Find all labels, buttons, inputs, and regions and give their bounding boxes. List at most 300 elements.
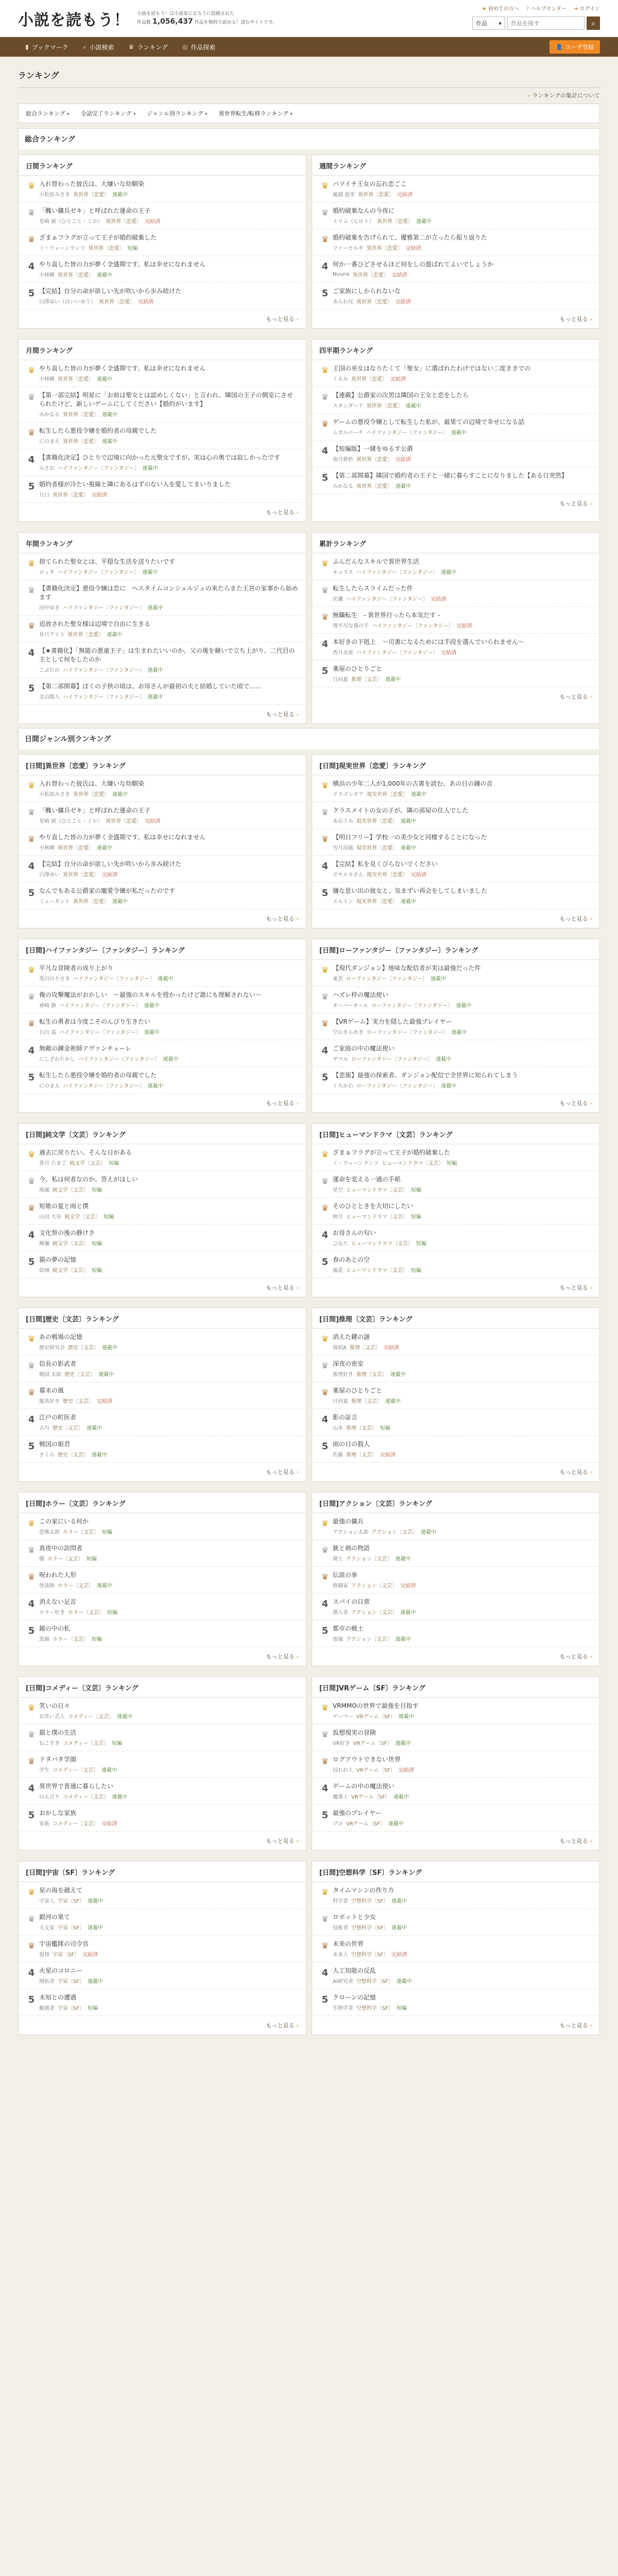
author-link[interactable]: ねこすき — [39, 1741, 60, 1747]
novel-title-link[interactable]: 【書籍化決定】悪役令嬢は恋に ヘスタイムコンシェルジュの来たらまた王宮の家事から始めます — [39, 585, 298, 601]
novel-title-link[interactable]: 【短編版】一緒をゆるす公爵 — [333, 445, 414, 452]
novel-title-link[interactable]: 火星のコロニー — [39, 1967, 83, 1974]
author-link[interactable]: のんびり — [39, 1794, 60, 1800]
genre-link[interactable]: 純文学〔文芸〕 — [70, 1161, 106, 1166]
author-link[interactable]: 北山陽人 — [39, 694, 60, 700]
novel-title-link[interactable]: 運命を変える一通の手紙 — [333, 1176, 401, 1183]
novel-title-link[interactable]: あの戦場の記憶 — [39, 1333, 83, 1341]
author-link[interactable]: 理不尽な孫の手 — [333, 623, 369, 629]
author-link[interactable]: ムガルパーチ — [333, 430, 364, 436]
author-link[interactable]: 夜月夢紗 — [333, 457, 353, 463]
novel-title-link[interactable]: 【第二部開幕】隣国で婚約者の王子と一緒に暮らすことになりました【ある日突然】 — [333, 472, 568, 479]
novel-title-link[interactable]: 今、私は何者なのか。答えがほしい — [39, 1176, 139, 1183]
novel-title-link[interactable]: 入れ替わった彼氏は、大嫌いな幼馴染 — [39, 180, 144, 188]
author-link[interactable]: 日向夏 — [333, 1399, 348, 1404]
author-link[interactable]: 小林柳 — [39, 845, 55, 851]
genre-link[interactable]: 異世界〔恋愛〕 — [73, 192, 109, 198]
author-link[interactable]: 海風 — [39, 1188, 49, 1193]
novel-title-link[interactable]: ドタバタ学園 — [39, 1756, 76, 1763]
genre-link[interactable]: 空想科学〔SF〕 — [351, 1925, 389, 1931]
genre-link[interactable]: 異世界〔恋愛〕 — [366, 403, 403, 409]
author-link[interactable]: 宇宙人 — [39, 1899, 55, 1904]
author-link[interactable]: プロ — [333, 1821, 343, 1827]
genre-link[interactable]: 宇宙〔SF〕 — [53, 1952, 80, 1958]
novel-title-link[interactable]: スパイの日常 — [333, 1598, 370, 1605]
author-link[interactable]: 黒川のりさき — [39, 976, 70, 982]
genre-link[interactable]: 異世界〔恋愛〕 — [63, 439, 99, 445]
novel-title-link[interactable]: 「醜い傭兵ゼキ」と呼ばれた運命の王子 — [39, 807, 151, 814]
author-link[interactable]: みさお — [39, 466, 55, 471]
link-beginners[interactable] — [482, 4, 519, 12]
genre-link[interactable]: 異世界〔恋愛〕 — [106, 819, 142, 824]
author-link[interactable]: ミ・ウェーンランツ — [333, 1161, 379, 1166]
author-link[interactable]: くるみ — [333, 377, 348, 382]
novel-title-link[interactable]: 未知との遭遇 — [39, 1994, 77, 2001]
genre-link[interactable]: ハイファンタジー〔ファンタジー〕 — [73, 976, 155, 982]
novel-title-link[interactable]: 横浜の少年二人が1,000年の古書を読む、あの日の鐘の音 — [333, 780, 493, 787]
genre-link[interactable]: 純文学〔文芸〕 — [53, 1241, 89, 1247]
genre-link[interactable]: アクション〔文芸〕 — [346, 1556, 392, 1562]
author-link[interactable]: 東雲 — [333, 976, 343, 982]
author-link[interactable]: 小松原みさき — [39, 792, 70, 798]
genre-link[interactable]: ハイファンタジー〔ファンタジー〕 — [59, 1003, 141, 1009]
genre-link[interactable]: コメディー〔文芸〕 — [53, 1768, 99, 1773]
author-link[interactable]: 未来人 — [333, 1952, 348, 1958]
novel-title-link[interactable]: 薬屋のひとりごと — [333, 1387, 383, 1394]
novel-title-link[interactable]: ハズレ枠の魔法使い — [333, 991, 389, 998]
novel-title-link[interactable]: やり直した皆の力が夢く全盛期です。私は幸せになれません — [39, 365, 206, 372]
author-link[interactable]: 開拓者 — [39, 1979, 55, 1985]
novel-title-link[interactable]: 星の海を越えて — [39, 1887, 83, 1894]
novel-title-link[interactable]: 伝説の拳 — [333, 1571, 358, 1579]
see-more-link[interactable] — [19, 503, 306, 516]
genre-link[interactable]: VRゲーム〔SF〕 — [356, 1768, 396, 1773]
author-link[interactable]: 探偵A — [333, 1345, 347, 1351]
author-link[interactable]: ドラゴンギア — [333, 792, 364, 798]
novel-title-link[interactable]: 【VRゲーム】実力を隠した最強プレイヤー — [333, 1018, 452, 1025]
see-more-link[interactable] — [312, 687, 599, 701]
genre-link[interactable]: 異世界〔恋愛〕 — [58, 845, 94, 851]
author-link[interactable]: ファーセルギ — [333, 246, 364, 251]
genre-link[interactable]: 空想科学〔SF〕 — [356, 1979, 393, 1985]
author-link[interactable]: ゲーマー — [333, 1714, 353, 1720]
see-more-link[interactable] — [19, 2016, 306, 2029]
novel-title-link[interactable]: 【現代ダンジョン】地味な配信者が実は最強だった件 — [333, 964, 481, 972]
novel-title-link[interactable]: 無敵の錬金術師アヴァンチューレ — [39, 1045, 132, 1052]
author-link[interactable]: 山田 大谷 — [39, 1214, 62, 1220]
genre-link[interactable]: 推理〔文芸〕 — [351, 1399, 382, 1404]
author-link[interactable]: 格闘家 — [333, 1583, 348, 1589]
author-link[interactable]: にのまえ — [39, 1083, 60, 1089]
novel-title-link[interactable]: 深夜の密室 — [333, 1360, 364, 1367]
author-link[interactable]: 伏瀬 — [333, 597, 343, 602]
novel-title-link[interactable]: 江戸の町医者 — [39, 1414, 77, 1421]
novel-title-link[interactable]: ざまぁフラグが立って王子が婚約破棄した — [333, 1149, 451, 1156]
genre-link[interactable]: 現実世界〔恋愛〕 — [356, 845, 398, 851]
novel-title-link[interactable]: 仮想現実の冒険 — [333, 1729, 376, 1736]
genre-link[interactable]: ハイファンタジー〔ファンタジー〕 — [63, 694, 145, 700]
novel-title-link[interactable]: バツイチ王女の忘れ恋ごこ — [333, 180, 407, 188]
author-link[interactable]: 生物学者 — [333, 2006, 353, 2011]
genre-link[interactable]: 推理〔文芸〕 — [346, 1452, 377, 1458]
novel-title-link[interactable]: ロボットと少女 — [333, 1913, 376, 1921]
novel-title-link[interactable]: 異世界で普通に暮らしたい — [39, 1783, 114, 1790]
novel-title-link[interactable]: 雨の日の殺人 — [333, 1440, 370, 1448]
novel-title-link[interactable]: 【連載】公爵家の次男は隣国の王女と恋をしたら — [333, 392, 469, 399]
novel-title-link[interactable]: クラスメイトの女の子が、隣の部屋の住人でした — [333, 807, 469, 814]
novel-title-link[interactable]: やり直した皆の力が夢く全盛期です。私は幸せになれません — [39, 261, 206, 268]
author-link[interactable]: 怪談師 — [39, 1583, 55, 1589]
genre-link[interactable]: 純文学〔文芸〕 — [53, 1268, 89, 1274]
nav-bookmark[interactable] — [18, 37, 76, 57]
author-link[interactable]: みかなる — [333, 484, 353, 489]
genre-link[interactable]: 異世界〔恋愛〕 — [358, 192, 394, 198]
genre-link[interactable]: 異世界〔恋愛〕 — [106, 219, 142, 225]
novel-title-link[interactable]: この家にいる何か — [39, 1518, 89, 1525]
author-link[interactable]: みかなる — [39, 412, 60, 418]
genre-link[interactable]: 異世界〔恋愛〕 — [73, 899, 109, 905]
author-link[interactable]: エルトン — [333, 899, 353, 905]
genre-link[interactable]: 異世界〔恋愛〕 — [356, 457, 392, 463]
novel-title-link[interactable]: 転生の勇者は今度こそのんびり生きたい — [39, 1018, 151, 1025]
genre-link[interactable]: 宇宙〔SF〕 — [58, 1925, 85, 1931]
filter-complete[interactable] — [81, 109, 136, 117]
novel-title-link[interactable]: おかしな家族 — [39, 1809, 77, 1817]
genre-link[interactable]: コメディー〔文芸〕 — [63, 1741, 109, 1747]
author-link[interactable]: 囚われ人 — [333, 1768, 353, 1773]
genre-link[interactable]: 異世界〔恋愛〕 — [73, 792, 109, 798]
novel-title-link[interactable]: お母さんの匂い — [333, 1229, 376, 1236]
genre-link[interactable]: 推理〔文芸〕 — [349, 1345, 381, 1351]
novel-title-link[interactable]: 【悲報】最強の探索者、ダンジョン配信で全世界に知られてしまう — [333, 1072, 518, 1079]
genre-link[interactable]: VRゲーム〔SF〕 — [351, 1794, 390, 1800]
novel-title-link[interactable]: 未来の世界 — [333, 1940, 364, 1947]
genre-link[interactable]: ハイファンタジー〔ファンタジー〕 — [58, 466, 140, 471]
genre-link[interactable]: 歴史〔文芸〕 — [53, 1426, 83, 1431]
author-link[interactable]: 科学者 — [333, 1899, 348, 1904]
genre-link[interactable]: ハイファンタジー〔ファンタジー〕 — [63, 605, 145, 611]
genre-link[interactable]: 純文学〔文芸〕 — [53, 1188, 89, 1193]
author-link[interactable]: VR好き — [333, 1741, 350, 1747]
author-link[interactable]: 石川 遥 — [39, 1030, 57, 1036]
nav-explore[interactable] — [175, 37, 223, 57]
author-link[interactable]: 小林柳 — [39, 273, 55, 278]
author-link[interactable]: 空のきらめき — [333, 1030, 364, 1036]
see-more-link[interactable] — [19, 1463, 306, 1476]
author-link[interactable]: 黒猫 — [39, 1637, 49, 1642]
author-link[interactable]: 提督 — [39, 1952, 49, 1958]
novel-title-link[interactable]: VRMMOの世界で最強を目指す — [333, 1702, 419, 1709]
see-more-link[interactable] — [312, 494, 599, 507]
author-link[interactable]: にしざわたかし — [39, 1057, 75, 1062]
novel-title-link[interactable]: 婚約破棄なんの今夜に — [333, 207, 395, 214]
link-login[interactable] — [574, 4, 600, 12]
novel-title-link[interactable]: 銃と剣の物語 — [333, 1545, 370, 1552]
see-more-link[interactable] — [19, 1647, 306, 1660]
genre-link[interactable]: 歴史〔文芸〕 — [64, 1372, 96, 1378]
author-link[interactable]: ひなた — [333, 1241, 348, 1247]
genre-link[interactable]: ハイファンタジー〔ファンタジー〕 — [57, 570, 140, 575]
genre-link[interactable]: 歴史〔文芸〕 — [58, 1452, 89, 1458]
author-link[interactable]: Nuuna — [333, 272, 350, 277]
author-link[interactable]: 星空 — [333, 1188, 343, 1193]
author-link[interactable]: 家族 — [39, 1821, 49, 1827]
genre-link[interactable]: 推理〔文芸〕 — [351, 677, 382, 683]
genre-link[interactable]: 異世界〔恋愛〕 — [351, 377, 387, 382]
novel-title-link[interactable]: ログアウトできない世界 — [333, 1756, 401, 1763]
author-link[interactable]: 魔導士 — [333, 1794, 348, 1800]
novel-title-link[interactable]: 嫌な思い出の彼女と、気まずい再会をしてしまいました — [333, 887, 488, 894]
novel-title-link[interactable]: 俺の攻撃魔法がおかしい ～最強のスキルを授かったけど誰にも理解されない～ — [39, 991, 262, 998]
author-link[interactable]: 雪月涼風 — [333, 845, 353, 851]
author-link[interactable]: キュラス — [333, 570, 353, 575]
author-link[interactable]: 龍馬好き — [39, 1399, 60, 1404]
author-link[interactable]: 白澤ゆい（はいいゆう） — [39, 299, 96, 305]
genre-link[interactable]: コメディー〔文芸〕 — [68, 1714, 114, 1720]
author-link[interactable]: 星崎 綾（ひとこと・ミロ） — [39, 819, 103, 824]
genre-link[interactable]: 歴史〔文芸〕 — [63, 1399, 94, 1404]
search-button[interactable] — [587, 16, 600, 30]
novel-title-link[interactable]: 宇宙艦隊の司令官 — [39, 1940, 89, 1947]
author-link[interactable]: くろかわ — [333, 1083, 353, 1089]
genre-link[interactable]: ホラー〔文芸〕 — [53, 1637, 89, 1642]
genre-link[interactable]: ハイファンタジー〔ファンタジー〕 — [356, 570, 438, 575]
novel-title-link[interactable]: やり直した皆の力が夢く全盛期です。私は幸せになれません — [39, 834, 206, 841]
novel-title-link[interactable]: 【完結】自分の命が欲しい先が吹いから歩み続けた — [39, 287, 182, 295]
genre-link[interactable]: ホラー〔文芸〕 — [63, 1530, 99, 1535]
genre-link[interactable]: ハイファンタジー〔ファンタジー〕 — [366, 430, 448, 436]
genre-link[interactable]: ハイファンタジー〔ファンタジー〕 — [346, 597, 428, 602]
filter-genre[interactable] — [147, 109, 207, 117]
novel-title-link[interactable]: 【第二部開幕】ぼくの子供の頃は、お母さんが最初の夫と結婚していた頃で…… — [39, 683, 262, 690]
novel-title-link[interactable]: 平凡な冒険者の成り上がり — [39, 964, 114, 972]
novel-title-link[interactable]: 薬屋のひとりごと — [333, 665, 383, 672]
novel-title-link[interactable]: 信長の影武者 — [39, 1360, 77, 1367]
author-link[interactable]: 香月美夜 — [333, 650, 353, 656]
author-link[interactable]: 夜風 — [333, 1637, 343, 1642]
see-more-link[interactable] — [19, 909, 306, 923]
author-link[interactable]: 闇 — [39, 1556, 44, 1562]
author-link[interactable]: 学生 — [39, 1768, 49, 1773]
genre-link[interactable]: ハイファンタジー〔ファンタジー〕 — [63, 1083, 145, 1089]
novel-title-link[interactable]: 転生したら悪役令嬢を婚約者の母親でした — [39, 427, 157, 434]
genre-link[interactable]: ヒューマンドラマ〔文芸〕 — [346, 1268, 408, 1274]
author-link[interactable]: 古川 — [39, 1426, 49, 1431]
author-link[interactable]: 星月アリス — [39, 632, 65, 638]
author-link[interactable]: 月白 — [39, 493, 49, 498]
novel-title-link[interactable]: 捨てられた聖女とは、平穏な生活を送りたいです — [39, 558, 176, 565]
novel-title-link[interactable]: 幕末の風 — [39, 1387, 64, 1394]
genre-link[interactable]: ホラー〔文芸〕 — [47, 1556, 83, 1562]
novel-title-link[interactable]: 笑いの日々 — [39, 1702, 71, 1709]
genre-link[interactable]: ヒューマンドラマ〔文芸〕 — [346, 1188, 408, 1193]
novel-title-link[interactable]: 【明日フリー】学校一の美少女と同棲することになった — [333, 834, 487, 841]
novel-title-link[interactable]: 戦国の姫君 — [39, 1440, 71, 1448]
genre-link[interactable]: VRゲーム〔SF〕 — [356, 1714, 396, 1720]
see-more-link[interactable] — [312, 2016, 599, 2029]
genre-link[interactable]: 異世界〔恋愛〕 — [366, 246, 403, 251]
author-link[interactable]: 神崎 静 — [39, 1003, 57, 1009]
author-link[interactable]: こぶたの — [39, 668, 60, 673]
genre-link[interactable]: 推理〔文芸〕 — [346, 1426, 377, 1431]
author-link[interactable]: 結城 — [39, 1268, 49, 1274]
novel-title-link[interactable]: 消えない足音 — [39, 1598, 77, 1605]
novel-title-link[interactable]: 過去に戻りたい。そんな日がある — [39, 1149, 132, 1156]
novel-title-link[interactable]: ご家族にしかられないな — [333, 287, 401, 295]
novel-title-link[interactable]: 追放された聖女様は辺境で自由に生きる — [39, 620, 151, 628]
genre-link[interactable]: 空想科学〔SF〕 — [351, 1899, 389, 1904]
novel-title-link[interactable]: そのひとときを大切にしたい — [333, 1202, 414, 1210]
genre-link[interactable]: ハイファンタジー〔ファンタジー〕 — [78, 1057, 160, 1062]
genre-link[interactable]: 異世界〔恋愛〕 — [53, 493, 89, 498]
novel-title-link[interactable]: なんでもある公爵家の寵愛令嬢が私だったのです — [39, 887, 176, 894]
see-more-link[interactable] — [312, 1278, 599, 1292]
author-link[interactable]: AI研究者 — [333, 1979, 353, 1985]
genre-link[interactable]: 異世界〔恋愛〕 — [63, 872, 99, 878]
novel-title-link[interactable]: 人工知能の反乱 — [333, 1967, 376, 1974]
see-more-link[interactable] — [312, 1094, 599, 1107]
author-link[interactable]: 星崎 綾（ひとこと・ミロ） — [39, 219, 103, 225]
genre-link[interactable]: 異世界〔恋愛〕 — [99, 299, 135, 305]
link-help[interactable] — [526, 4, 566, 12]
see-more-link[interactable] — [19, 705, 306, 718]
ranking-help-link[interactable] — [18, 91, 600, 99]
novel-title-link[interactable]: 真夜中の訪問者 — [39, 1545, 83, 1552]
author-link[interactable]: 田中ゆき — [39, 605, 60, 611]
genre-link[interactable]: ハイファンタジー〔ファンタジー〕 — [356, 650, 438, 656]
novel-title-link[interactable]: ふんだんなスキルで異世界生活 — [333, 558, 419, 565]
novel-title-link[interactable]: 【第一部完結】明星に「お前は聖女とは認めしくない」と言われ、隣国の王子の側室にさせられたけど、新しいゲームにしてください【婚約がいます】 — [39, 392, 293, 408]
novel-title-link[interactable]: 【★書籍化】「無能の悪童王子」は生まれたいいのか。父の後を継いで立ち上がり、二代目の王として何をしたのか — [39, 647, 295, 663]
see-more-link[interactable] — [19, 1832, 306, 1845]
see-more-link[interactable] — [312, 1647, 599, 1660]
author-link[interactable]: 技術者 — [333, 1925, 348, 1931]
user-register-button[interactable] — [550, 40, 600, 54]
novel-title-link[interactable]: 都市の戦士 — [333, 1625, 364, 1632]
genre-link[interactable]: ホラー〔文芸〕 — [58, 1583, 94, 1589]
genre-link[interactable]: 現実世界〔恋愛〕 — [356, 819, 398, 824]
see-more-link[interactable] — [19, 1094, 306, 1107]
genre-link[interactable]: ローファンタジー〔ファンタジー〕 — [356, 1083, 438, 1089]
author-link[interactable]: ミュータント — [39, 899, 70, 905]
genre-link[interactable]: コメディー〔文芸〕 — [63, 1794, 109, 1800]
genre-link[interactable]: 現実世界〔恋愛〕 — [356, 899, 398, 905]
novel-title-link[interactable]: 「醜い傭兵ゼキ」と呼ばれた運命の王子 — [39, 207, 151, 214]
author-link[interactable]: 日向夏 — [333, 677, 348, 683]
filter-isekai[interactable] — [219, 109, 293, 117]
genre-link[interactable]: ローファンタジー〔ファンタジー〕 — [367, 1030, 449, 1036]
author-link[interactable]: ボヤルカさん — [333, 872, 364, 878]
author-link[interactable]: さくら — [39, 1452, 55, 1458]
author-link[interactable]: あらわ兄 — [333, 299, 353, 305]
novel-title-link[interactable]: 転生したら悪役令嬢を婚約者の母親でした — [39, 1072, 157, 1079]
genre-link[interactable]: VRゲーム〔SF〕 — [346, 1821, 385, 1827]
author-link[interactable]: 天文家 — [39, 1925, 55, 1931]
author-link[interactable]: 観測者 — [39, 2006, 55, 2011]
novel-title-link[interactable]: ゲームの中の魔法使い — [333, 1783, 395, 1790]
genre-link[interactable]: 空想科学〔SF〕 — [356, 2006, 394, 2011]
novel-title-link[interactable]: 【完結】私を見くびらないでください — [333, 860, 438, 868]
author-link[interactable]: 恐怖太郎 — [39, 1530, 60, 1535]
genre-link[interactable]: 異世界〔恋愛〕 — [352, 273, 389, 278]
genre-link[interactable]: 宇宙〔SF〕 — [58, 2006, 85, 2011]
genre-link[interactable]: 異世界〔恋愛〕 — [356, 299, 392, 305]
novel-title-link[interactable]: 転生したらスライムだった件 — [333, 585, 413, 592]
novel-title-link[interactable]: 婚約者様が冷たい視線と隣にあるはずのない人を愛してまいりました — [39, 481, 231, 488]
genre-link[interactable]: アクション〔文芸〕 — [346, 1637, 392, 1642]
genre-link[interactable]: ハイファンタジー〔ファンタジー〕 — [372, 623, 454, 629]
novel-title-link[interactable]: 影の証言 — [333, 1414, 358, 1421]
novel-title-link[interactable]: 消えた鍵の謎 — [333, 1333, 370, 1341]
author-link[interactable]: ホラー好き — [39, 1610, 65, 1616]
genre-link[interactable]: 空想科学〔SF〕 — [351, 1952, 389, 1958]
author-link[interactable]: ミ・ウェーンランツ — [39, 246, 85, 251]
novel-title-link[interactable]: 猫の夢の記憶 — [39, 1256, 77, 1263]
novel-title-link[interactable]: 何か一番ひどさせるほど何をしの遊ばれてよいでしょうか — [333, 261, 494, 268]
novel-title-link[interactable]: 猫と僕の生活 — [39, 1729, 77, 1736]
genre-link[interactable]: 異世界〔恋愛〕 — [63, 412, 99, 418]
author-link[interactable]: 潜入者 — [333, 1610, 348, 1616]
author-link[interactable]: 風越 遊里 — [333, 192, 355, 198]
genre-link[interactable]: アクション〔文芸〕 — [371, 1530, 418, 1535]
genre-link[interactable]: ハイファンタジー〔ファンタジー〕 — [59, 1030, 141, 1036]
novel-title-link[interactable]: 【書籍化決定】ひとりで辺境に向かった元聖女ですが、実は心の奥では寂しかったです — [39, 454, 281, 461]
author-link[interactable]: 白澤ゆい — [39, 872, 60, 878]
see-more-link[interactable] — [312, 1832, 599, 1845]
novel-title-link[interactable]: 鏡の中の私 — [39, 1625, 71, 1632]
author-link[interactable]: ロッタ — [39, 570, 55, 575]
genre-link[interactable]: VRゲーム〔SF〕 — [353, 1741, 392, 1747]
author-link[interactable]: 小松原みさき — [39, 192, 70, 198]
genre-link[interactable]: コメディー〔文芸〕 — [53, 1821, 99, 1827]
genre-link[interactable]: 推理〔文芸〕 — [356, 1372, 387, 1378]
site-logo[interactable]: 小説を読もう！ — [18, 11, 130, 29]
search-type-select[interactable] — [472, 16, 505, 30]
author-link[interactable]: あおうみ — [333, 819, 353, 824]
genre-link[interactable]: 異世界〔恋愛〕 — [58, 377, 94, 382]
author-link[interactable]: にのまえ — [39, 439, 60, 445]
novel-title-link[interactable]: 無職転生 - 異世界行ったら本気だす - — [333, 612, 440, 619]
novel-title-link[interactable]: ご家庭の中の魔法使い — [333, 1045, 395, 1052]
filter-overall[interactable] — [26, 109, 70, 117]
author-link[interactable]: ヤマル — [333, 1057, 348, 1062]
novel-title-link[interactable]: 王国の巫女はなりたくて「聖女」に選ばれたわけではない二度ききでの — [333, 365, 531, 372]
genre-link[interactable]: ホラー〔文芸〕 — [68, 1610, 104, 1616]
genre-link[interactable]: 宇宙〔SF〕 — [58, 1979, 85, 1985]
genre-link[interactable]: 現実世界〔恋愛〕 — [367, 792, 408, 798]
see-more-link[interactable] — [312, 909, 599, 923]
see-more-link[interactable] — [19, 310, 306, 323]
author-link[interactable]: 風花 — [333, 1268, 343, 1274]
genre-link[interactable]: 純文学〔文芸〕 — [64, 1214, 101, 1220]
search-input[interactable] — [507, 16, 585, 30]
genre-link[interactable]: アクション〔文芸〕 — [351, 1583, 398, 1589]
genre-link[interactable]: ヒューマンドラマ〔文芸〕 — [382, 1161, 444, 1166]
see-more-link[interactable] — [312, 310, 599, 323]
novel-title-link[interactable]: 春のあとの空 — [333, 1256, 370, 1263]
genre-link[interactable]: ヒューマンドラマ〔文芸〕 — [346, 1214, 408, 1220]
author-link[interactable]: 香月 たまご — [39, 1161, 67, 1166]
author-link[interactable]: オーバーオール — [333, 1003, 369, 1009]
novel-title-link[interactable]: 入れ替わった彼氏は、大嫌いな幼馴染 — [39, 780, 144, 787]
novel-title-link[interactable]: 呪われた人形 — [39, 1571, 77, 1579]
novel-title-link[interactable]: 銀河の果て — [39, 1913, 71, 1921]
author-link[interactable]: 剣士 — [333, 1556, 343, 1562]
author-link[interactable]: 秋月 — [333, 1214, 343, 1220]
author-link[interactable]: 小林柳 — [39, 377, 55, 382]
author-link[interactable]: 佐藤 — [333, 1452, 343, 1458]
genre-link[interactable]: 宇宙〔SF〕 — [58, 1899, 85, 1904]
